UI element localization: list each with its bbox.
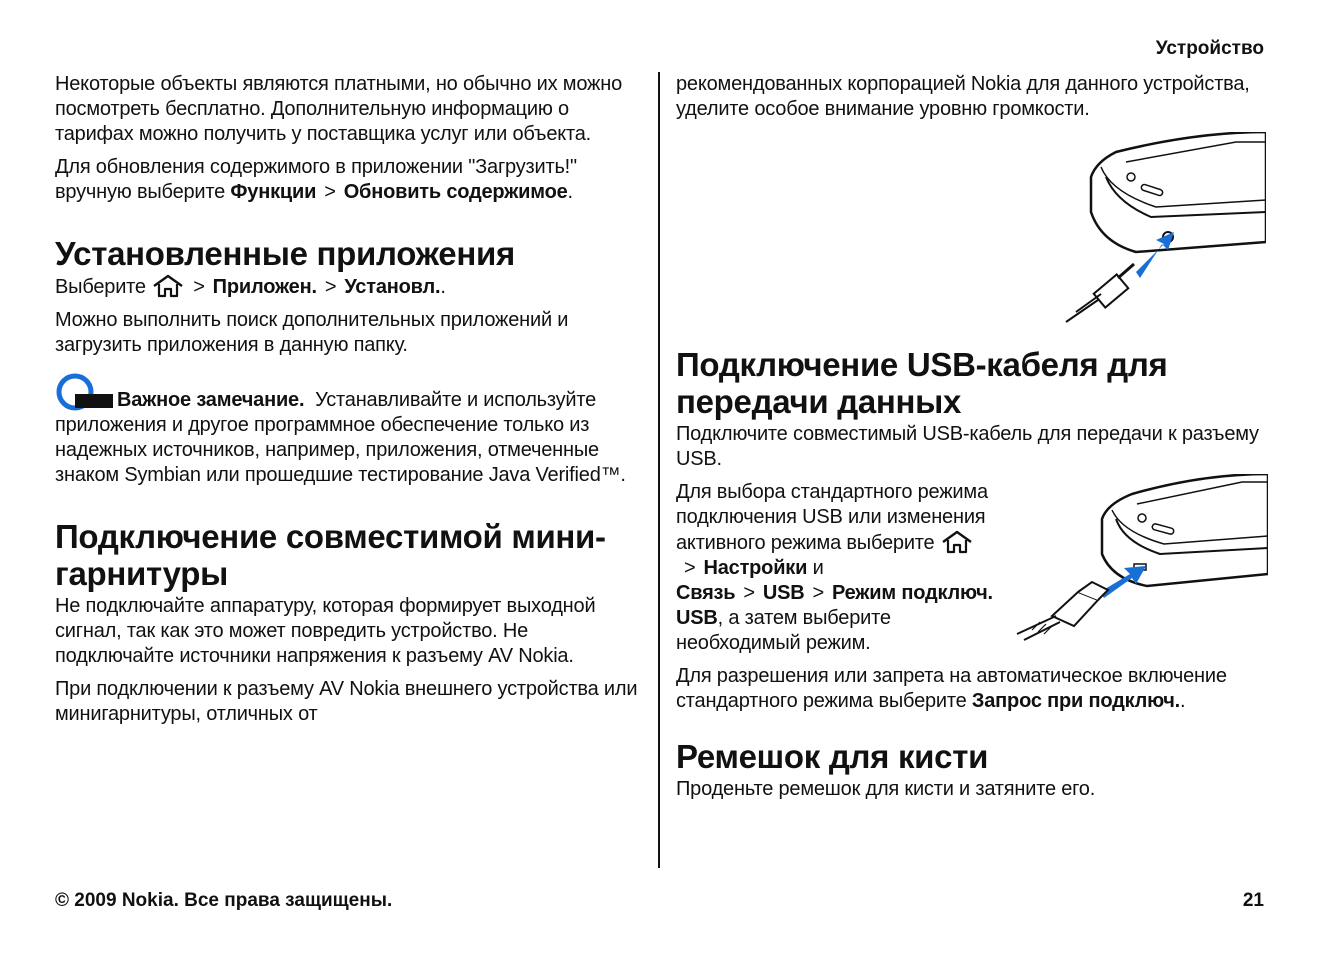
paragraph-search-apps: Можно выполнить поиск дополнительных приложений и загрузить приложения в данную папку. (55, 309, 569, 356)
heading-wrist-strap: Ремешок для кисти (676, 738, 989, 775)
usb-mode-end: , а затем выберите необходимый режим. (676, 607, 891, 654)
select-text: Выберите (55, 276, 146, 298)
and-text: и (812, 557, 824, 579)
paragraph-usb-connect: Подключите совместимый USB-кабель для передачи к разъему USB. (676, 423, 1259, 470)
note-text: Устанавливайте и используйте приложения и другое программное обеспечение только из надежных источников, например, приложения, отмеченные знаком Symbian или прошедшие тестирование Java Verified™. (55, 389, 626, 486)
paragraph-update-content (55, 155, 647, 205)
heading-usb: Подключение USB-кабеля для передачи данных (676, 346, 1168, 420)
menu-usb: USB (762, 582, 805, 604)
headset-connection-illustration (1056, 132, 1266, 332)
footer-copyright: © 2009 Nokia. Все права защищены. (55, 890, 393, 911)
page-header-section: Устройство (1155, 38, 1264, 59)
column-divider (658, 72, 660, 868)
menu-update-content: Обновить содержимое (343, 181, 568, 203)
usb-mode-block (676, 480, 1268, 656)
menu-separator: > (324, 276, 337, 298)
update-text: Для обновления содержимого в приложении "Загрузить!" вручную выберите (55, 156, 577, 203)
paragraph-auto-mode (676, 664, 1268, 714)
paragraph-paid-items: Некоторые объекты являются платными, но обычно их можно посмотреть бесплатно. Дополнительную информацию о тарифах можно получить у поставщика услуг или объекта. (55, 73, 622, 145)
right-column (676, 72, 1268, 810)
menu-separator: > (743, 582, 755, 604)
paragraph-headset-connect: При подключении к разъему AV Nokia внешнего устройства или минигарнитуры, отличных от (55, 678, 638, 725)
auto-mode-text: Для разрешения или запрета на автоматическое включение стандартного режима выберите (676, 665, 1227, 712)
note-title: Важное замечание. (117, 389, 305, 411)
menu-connectivity: Связь (676, 582, 736, 604)
important-note (55, 372, 647, 488)
left-column (55, 72, 647, 735)
menu-separator: > (193, 276, 205, 298)
important-note-icon (55, 372, 115, 412)
paragraph-select-installed (55, 274, 647, 300)
menu-installed: Установл. (344, 276, 441, 298)
paragraph-wrist-strap: Проденьте ремешок для кисти и затяните его. (676, 778, 1096, 800)
menu-applications: Приложен. (212, 276, 317, 298)
menu-usb-mode: Режим подключ. USB (676, 582, 993, 629)
heading-headset: Подключение совместимой мини-гарнитуры (55, 518, 606, 592)
usb-cable-illustration (1012, 474, 1268, 644)
paragraph-headset-warning: Не подключайте аппаратуру, которая формирует выходной сигнал, так как это может повредить устройство. Не подключайте источники напряжения к разъему AV Nokia. (55, 595, 596, 667)
paragraph-usb-mode (676, 480, 1006, 656)
menu-separator: > (684, 557, 696, 579)
menu-functions: Функции (230, 181, 317, 203)
home-icon (151, 274, 185, 298)
period: . (440, 276, 446, 298)
heading-installed-apps: Установленные приложения (55, 235, 515, 272)
footer-page-number: 21 (1242, 890, 1264, 911)
paragraph-volume: рекомендованных корпорацией Nokia для данного устройства, уделите особое внимание уровню громкости. (676, 73, 1250, 120)
period: . (567, 181, 573, 203)
menu-separator: > (812, 582, 824, 604)
usb-mode-text: Для выбора стандартного режима подключения USB или изменения активного режима выберите (676, 481, 988, 554)
menu-ask-on-connection: Запрос при подключ. (971, 690, 1181, 712)
home-icon (940, 530, 974, 554)
menu-settings: Настройки (703, 557, 808, 579)
menu-separator: > (324, 181, 336, 203)
period: . (1180, 690, 1186, 712)
